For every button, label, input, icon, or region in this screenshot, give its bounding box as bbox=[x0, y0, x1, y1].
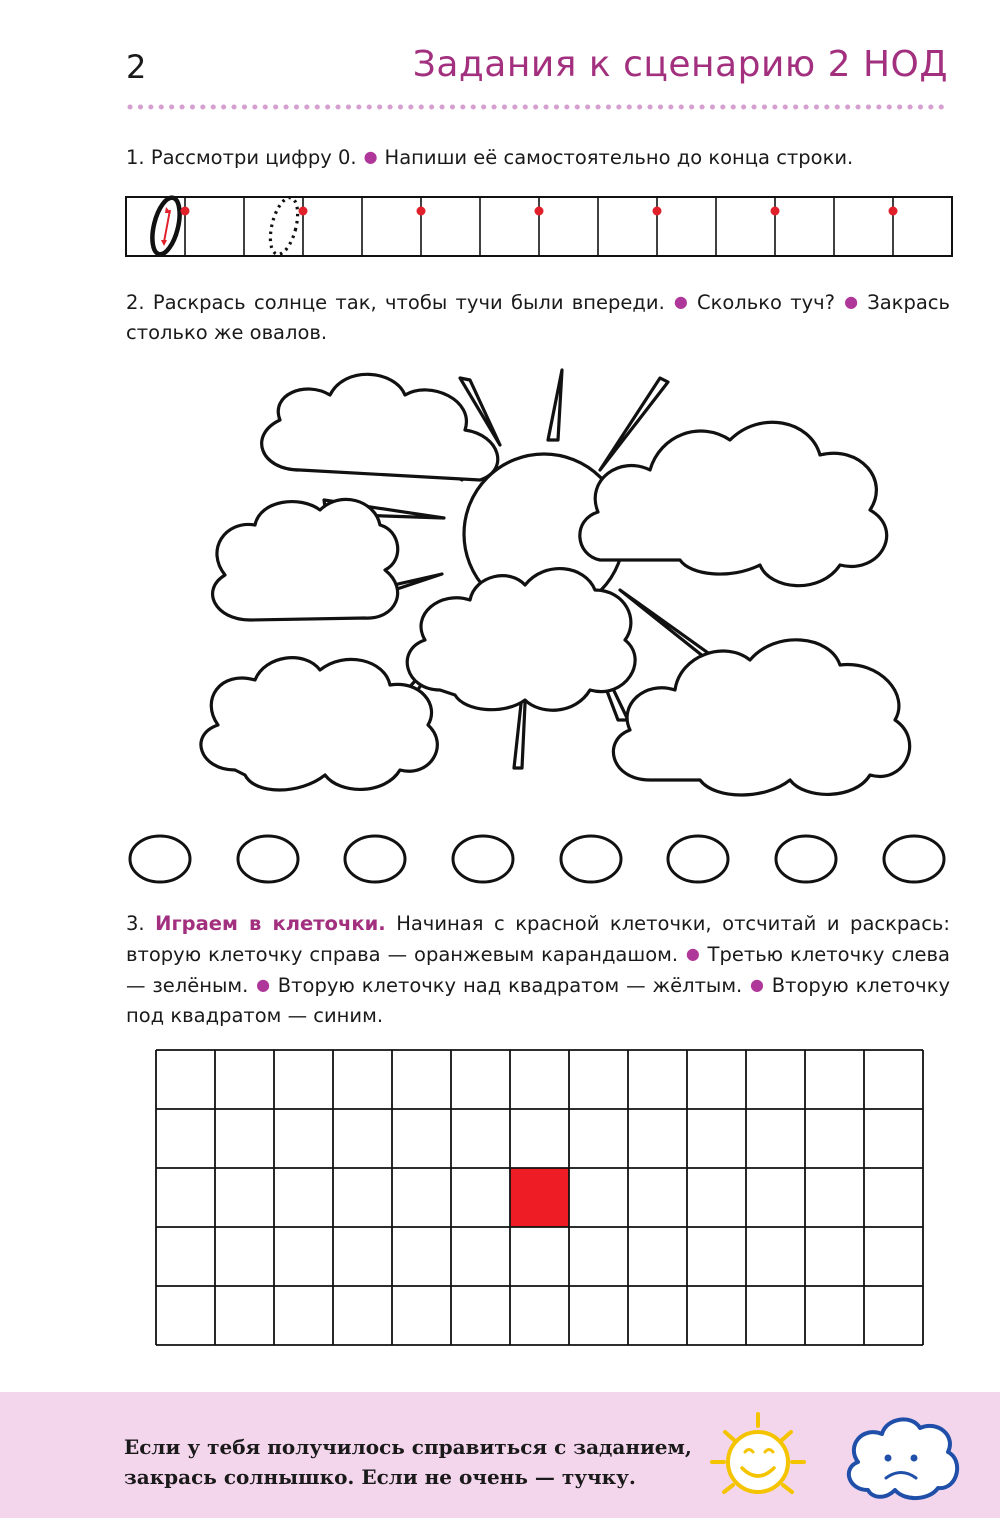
task1-instruction: Рассмотри цифру 0. bbox=[150, 146, 357, 169]
smiling-sun-icon[interactable] bbox=[712, 1414, 804, 1492]
task2-instruction-2: Закрась столько же овалов. bbox=[126, 291, 951, 344]
task2-question: Сколько туч? bbox=[696, 291, 836, 314]
task3-instruction-2: Третью клеточку слева — зелёным. bbox=[126, 943, 950, 997]
task3-instruction-3: Вторую клеточку над квадратом — жёлтым. bbox=[277, 974, 743, 997]
task2-number: 2. bbox=[126, 291, 145, 314]
bullet-icon: ● bbox=[685, 944, 701, 963]
page-number: 2 bbox=[126, 48, 147, 86]
bullet-icon: ● bbox=[671, 292, 690, 311]
bullet-icon: ● bbox=[749, 975, 765, 994]
task1-number: 1. bbox=[126, 146, 145, 169]
bullet-icon: ● bbox=[363, 147, 378, 166]
page-title: Задания к сценарию 2 НОД bbox=[412, 44, 948, 85]
task2-instruction: Раскрась солнце так, чтобы тучи были впереди. bbox=[152, 291, 665, 314]
task3-instruction-4: Вторую клеточку под квадратом — синим. bbox=[126, 974, 951, 1027]
footer-line-2: закрась солнышко. Если не очень — тучку. bbox=[124, 1465, 636, 1489]
footer-line-1: Если у тебя получилось справиться с заданием, bbox=[124, 1435, 692, 1459]
task3-number: 3. bbox=[126, 912, 145, 935]
sad-cloud-icon[interactable] bbox=[849, 1419, 957, 1498]
bullet-icon: ● bbox=[842, 292, 861, 311]
task1-instruction-2: Напиши её самостоятельно до конца строки. bbox=[384, 146, 854, 169]
bullet-icon: ● bbox=[255, 975, 271, 994]
task3-instruction: Начиная с красной клеточки, отсчитай и раскрась: вторую клеточку справа — оранжевым карандашом. bbox=[126, 912, 950, 966]
task3-title: Играем в клеточки. bbox=[155, 912, 386, 935]
